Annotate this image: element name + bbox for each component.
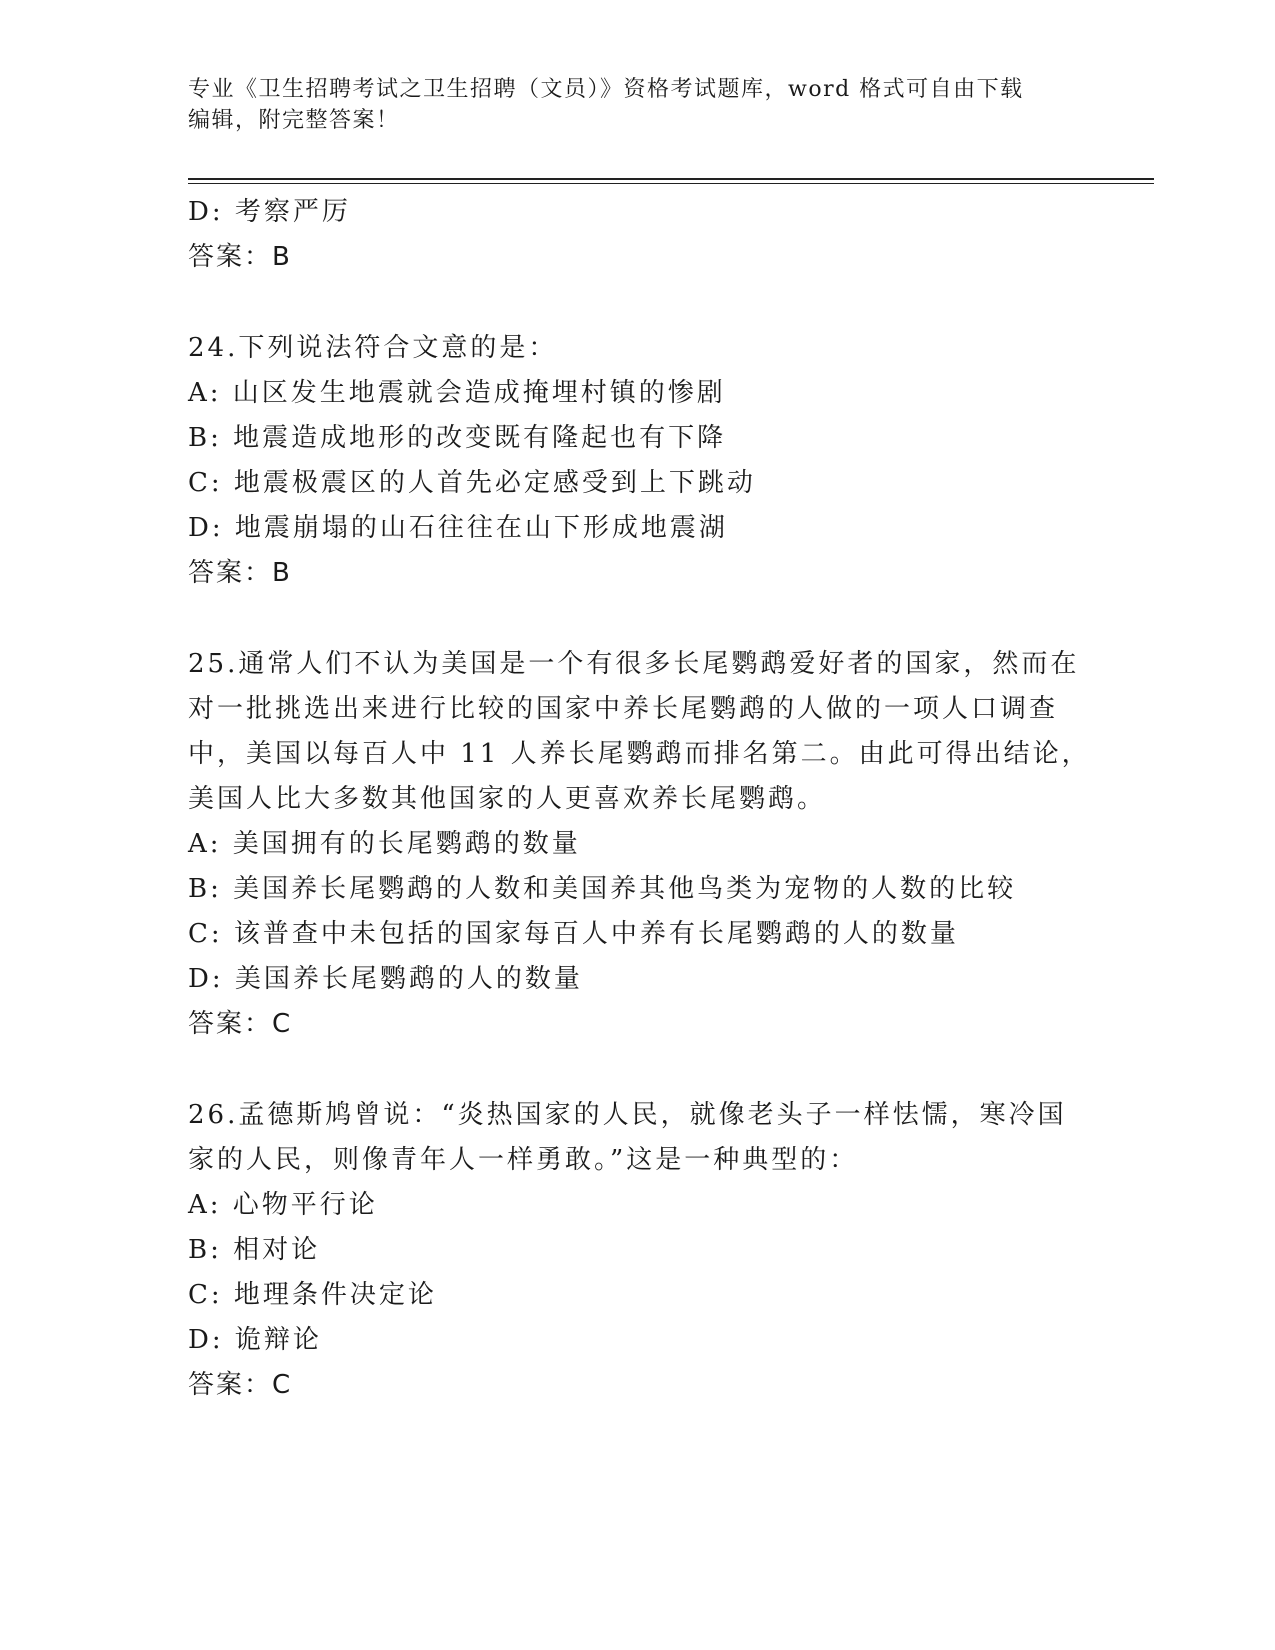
- spacer: [188, 1047, 1088, 1093]
- header-line-1: 专业《卫生招聘考试之卫生招聘（文员）》资格考试题库，word 格式可自由下载: [188, 77, 1024, 102]
- option-c: C: 地震极震区的人首先必定感受到上下跳动: [188, 468, 756, 498]
- answer: 答案：C: [188, 1370, 293, 1400]
- option-d: D: 美国养长尾鹦鹉的人的数量: [188, 964, 583, 994]
- question-stem-line-3: 中，美国以每百人中 11 人养长尾鹦鹉而排名第二。由此可得出结论，: [188, 739, 1091, 769]
- question-26: [188, 1093, 1088, 1408]
- option-b: B: 美国养长尾鹦鹉的人数和美国养其他鸟类为宠物的人数的比较: [188, 874, 1017, 904]
- option-c: C: 地理条件决定论: [188, 1280, 437, 1310]
- question-stem-line-2: 家的人民，则像青年人一样勇敢。”这是一种典型的：: [188, 1145, 859, 1175]
- option-d: D: 诡辩论: [188, 1325, 322, 1355]
- option-a: A: 心物平行论: [188, 1190, 378, 1220]
- prev-answer: 答案：B: [188, 242, 292, 272]
- question-stem: 24.下列说法符合文意的是：: [188, 333, 558, 363]
- answer: 答案：C: [188, 1009, 293, 1039]
- header-divider-thick: [188, 178, 1154, 180]
- question-stem-line-1: 26.孟德斯鸠曾说：“炎热国家的人民，就像老头子一样怯懦，寒冷国: [188, 1100, 1067, 1130]
- spacer: [188, 596, 1088, 642]
- option-d: D: 地震崩塌的山石往往在山下形成地震湖: [188, 513, 728, 543]
- question-stem-line-1: 25.通常人们不认为美国是一个有很多长尾鹦鹉爱好者的国家，然而在: [188, 649, 1080, 679]
- page-header: [188, 74, 1088, 136]
- question-stem-line-4: 美国人比大多数其他国家的人更喜欢养长尾鹦鹉。: [188, 784, 827, 814]
- option-b: B: 相对论: [188, 1235, 321, 1265]
- header-line-2: 编辑，附完整答案！: [188, 108, 400, 133]
- option-a: A: 山区发生地震就会造成掩埋村镇的惨剧: [188, 378, 726, 408]
- option-a: A: 美国拥有的长尾鹦鹉的数量: [188, 829, 581, 859]
- answer: 答案：B: [188, 558, 292, 588]
- question-24: [188, 326, 1088, 596]
- spacer: [188, 280, 1088, 326]
- question-25: [188, 642, 1091, 1047]
- header-divider-thin: [188, 183, 1154, 184]
- prev-option-d: D: 考察严厉: [188, 197, 351, 227]
- option-c: C: 该普查中未包括的国家每百人中养有长尾鹦鹉的人的数量: [188, 919, 959, 949]
- question-content: [188, 190, 1091, 1408]
- option-b: B: 地震造成地形的改变既有隆起也有下降: [188, 423, 727, 453]
- question-stem-line-2: 对一批挑选出来进行比较的国家中养长尾鹦鹉的人做的一项人口调查: [188, 694, 1059, 724]
